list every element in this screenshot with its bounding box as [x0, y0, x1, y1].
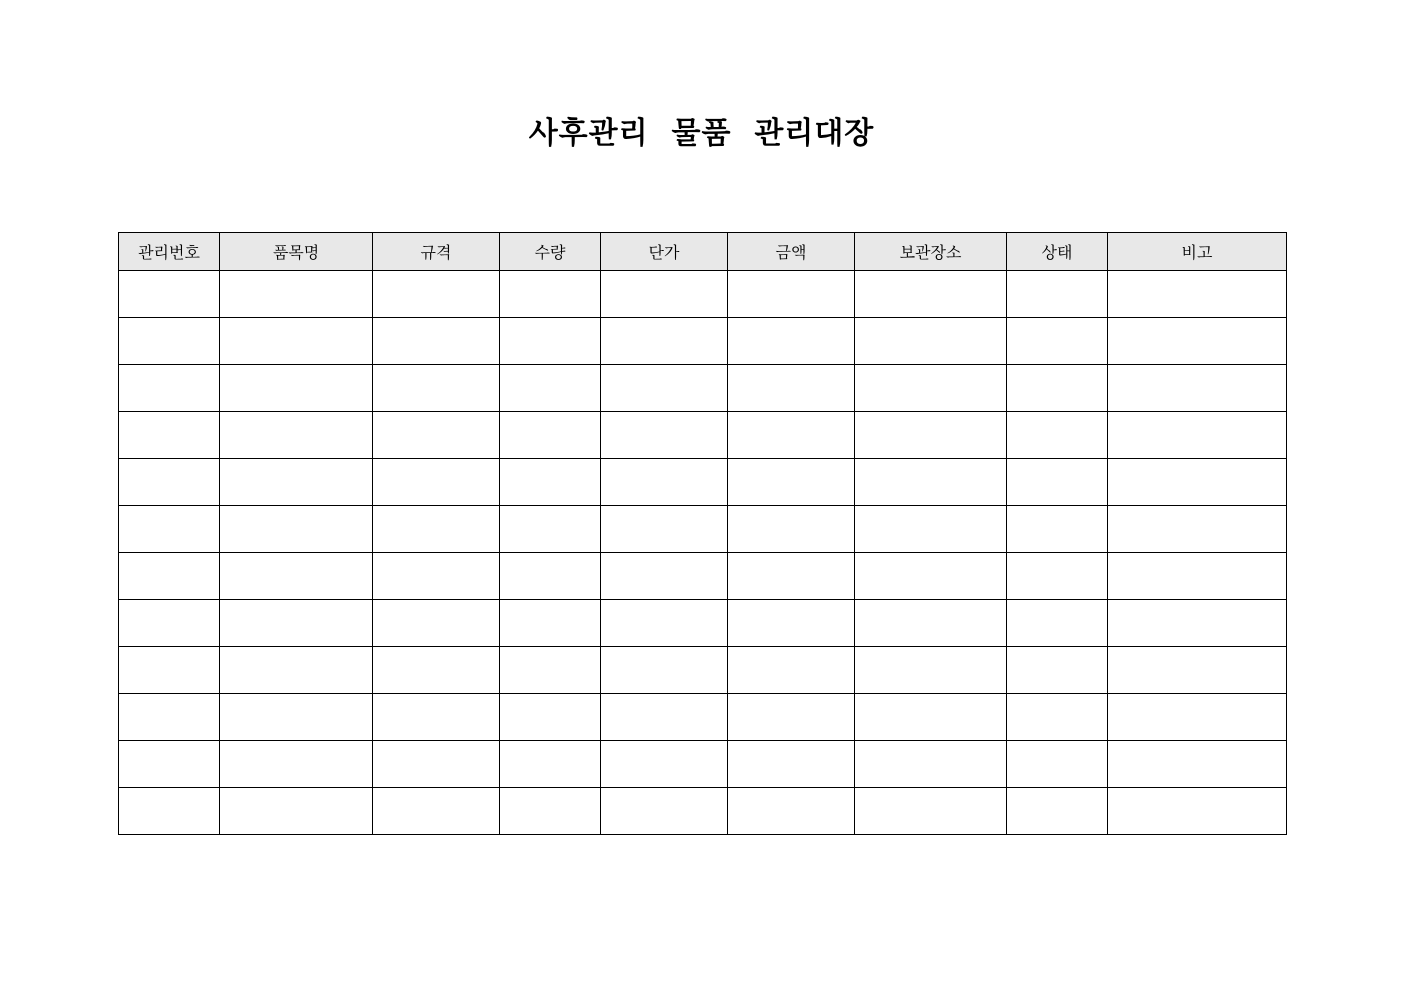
- table-cell[interactable]: [220, 318, 373, 365]
- table-cell[interactable]: [373, 459, 500, 506]
- management-ledger-table: [118, 232, 1287, 835]
- table-cell[interactable]: [728, 553, 855, 600]
- table-cell[interactable]: [601, 412, 728, 459]
- table-cell[interactable]: [601, 506, 728, 553]
- table-cell[interactable]: [728, 788, 855, 835]
- column-header-specification: 규격: [373, 233, 500, 271]
- table-cell[interactable]: [500, 271, 601, 318]
- table-cell[interactable]: [220, 506, 373, 553]
- table-cell[interactable]: [119, 553, 220, 600]
- table-cell[interactable]: [728, 741, 855, 788]
- table-cell[interactable]: [855, 506, 1007, 553]
- table-cell[interactable]: [1108, 412, 1287, 459]
- table-cell[interactable]: [728, 318, 855, 365]
- table-cell[interactable]: [728, 271, 855, 318]
- page-title: 사후관리 물품 관리대장: [528, 116, 875, 151]
- table-cell[interactable]: [373, 553, 500, 600]
- table-cell[interactable]: [1007, 788, 1108, 835]
- table-cell[interactable]: [1007, 600, 1108, 647]
- table-cell[interactable]: [601, 600, 728, 647]
- table-cell[interactable]: [601, 647, 728, 694]
- table-cell[interactable]: [119, 271, 220, 318]
- table-cell[interactable]: [373, 741, 500, 788]
- table-cell[interactable]: [500, 459, 601, 506]
- table-cell[interactable]: [1108, 647, 1287, 694]
- table-cell[interactable]: [500, 318, 601, 365]
- table-cell[interactable]: [1007, 365, 1108, 412]
- table-cell[interactable]: [500, 506, 601, 553]
- table-cell[interactable]: [1007, 694, 1108, 741]
- table-cell[interactable]: [220, 271, 373, 318]
- table-cell[interactable]: [855, 600, 1007, 647]
- table-cell[interactable]: [728, 365, 855, 412]
- table-cell[interactable]: [601, 459, 728, 506]
- table-cell[interactable]: [119, 506, 220, 553]
- table-cell[interactable]: [220, 600, 373, 647]
- table-cell[interactable]: [119, 365, 220, 412]
- table-row: [119, 647, 1287, 694]
- table-cell[interactable]: [500, 788, 601, 835]
- table-cell[interactable]: [1108, 600, 1287, 647]
- table-cell[interactable]: [373, 412, 500, 459]
- table-cell[interactable]: [1108, 459, 1287, 506]
- table-cell[interactable]: [728, 459, 855, 506]
- table-cell[interactable]: [728, 600, 855, 647]
- table-row: [119, 318, 1287, 365]
- table-cell[interactable]: [601, 553, 728, 600]
- column-header-item-name: 품목명: [220, 233, 373, 271]
- table-cell[interactable]: [601, 788, 728, 835]
- table-cell[interactable]: [500, 365, 601, 412]
- table-cell[interactable]: [500, 600, 601, 647]
- table-row: [119, 412, 1287, 459]
- table-cell[interactable]: [1108, 365, 1287, 412]
- table-cell[interactable]: [1007, 271, 1108, 318]
- table-cell[interactable]: [220, 365, 373, 412]
- table-cell[interactable]: [1108, 506, 1287, 553]
- table-cell[interactable]: [373, 647, 500, 694]
- table-cell[interactable]: [1007, 741, 1108, 788]
- table-cell[interactable]: [728, 506, 855, 553]
- table-row: [119, 365, 1287, 412]
- table-cell[interactable]: [728, 647, 855, 694]
- table-row: [119, 694, 1287, 741]
- table-cell[interactable]: [855, 459, 1007, 506]
- table-row: [119, 788, 1287, 835]
- table-cell[interactable]: [1108, 271, 1287, 318]
- table-row: [119, 553, 1287, 600]
- table-row: [119, 741, 1287, 788]
- table-cell[interactable]: [855, 647, 1007, 694]
- table-cell[interactable]: [1108, 553, 1287, 600]
- table-cell[interactable]: [373, 365, 500, 412]
- column-header-status: 상태: [1007, 233, 1108, 271]
- table-cell[interactable]: [601, 271, 728, 318]
- table-row: [119, 271, 1287, 318]
- table-cell[interactable]: [119, 318, 220, 365]
- table-cell[interactable]: [119, 412, 220, 459]
- table-cell[interactable]: [855, 271, 1007, 318]
- table-cell[interactable]: [1007, 553, 1108, 600]
- table-cell[interactable]: [728, 412, 855, 459]
- table-cell[interactable]: [373, 271, 500, 318]
- column-header-unit-price: 단가: [601, 233, 728, 271]
- table-cell[interactable]: [500, 553, 601, 600]
- table-cell[interactable]: [500, 741, 601, 788]
- table-cell[interactable]: [601, 741, 728, 788]
- table-cell[interactable]: [220, 694, 373, 741]
- table-cell[interactable]: [373, 318, 500, 365]
- column-header-storage-location: 보관장소: [855, 233, 1007, 271]
- table-cell[interactable]: [373, 694, 500, 741]
- table-cell[interactable]: [373, 600, 500, 647]
- table-cell[interactable]: [1007, 412, 1108, 459]
- table-cell[interactable]: [1007, 506, 1108, 553]
- table-cell[interactable]: [119, 647, 220, 694]
- table-cell[interactable]: [855, 741, 1007, 788]
- table-cell[interactable]: [1108, 318, 1287, 365]
- table-cell[interactable]: [1108, 741, 1287, 788]
- table-cell[interactable]: [728, 694, 855, 741]
- table-cell[interactable]: [855, 412, 1007, 459]
- table-cell[interactable]: [601, 694, 728, 741]
- table-header-row: [119, 233, 1287, 271]
- table-body: [119, 271, 1287, 835]
- table-cell[interactable]: [855, 788, 1007, 835]
- table-cell[interactable]: [220, 647, 373, 694]
- table-cell[interactable]: [119, 788, 220, 835]
- column-header-management-number: 관리번호: [119, 233, 220, 271]
- table-cell[interactable]: [373, 788, 500, 835]
- table-cell[interactable]: [855, 694, 1007, 741]
- table-cell[interactable]: [1007, 459, 1108, 506]
- table-cell[interactable]: [220, 553, 373, 600]
- table-cell[interactable]: [220, 412, 373, 459]
- table-cell[interactable]: [1108, 694, 1287, 741]
- column-header-remarks: 비고: [1108, 233, 1287, 271]
- column-header-quantity: 수량: [500, 233, 601, 271]
- table-cell[interactable]: [119, 459, 220, 506]
- table-cell[interactable]: [1007, 647, 1108, 694]
- table-cell[interactable]: [601, 365, 728, 412]
- table-cell[interactable]: [500, 694, 601, 741]
- table-cell[interactable]: [500, 647, 601, 694]
- table-cell[interactable]: [500, 412, 601, 459]
- table-cell[interactable]: [220, 459, 373, 506]
- table-row: [119, 506, 1287, 553]
- table-cell[interactable]: [119, 694, 220, 741]
- table-cell[interactable]: [119, 600, 220, 647]
- table-row: [119, 459, 1287, 506]
- table-cell[interactable]: [1007, 318, 1108, 365]
- column-header-amount: 금액: [728, 233, 855, 271]
- table-cell[interactable]: [220, 741, 373, 788]
- table-cell[interactable]: [855, 318, 1007, 365]
- table-cell[interactable]: [119, 741, 220, 788]
- table-cell[interactable]: [1108, 788, 1287, 835]
- table-cell[interactable]: [601, 318, 728, 365]
- table-row: [119, 600, 1287, 647]
- table-cell[interactable]: [220, 788, 373, 835]
- table-cell[interactable]: [373, 506, 500, 553]
- table-cell[interactable]: [855, 365, 1007, 412]
- table-cell[interactable]: [855, 553, 1007, 600]
